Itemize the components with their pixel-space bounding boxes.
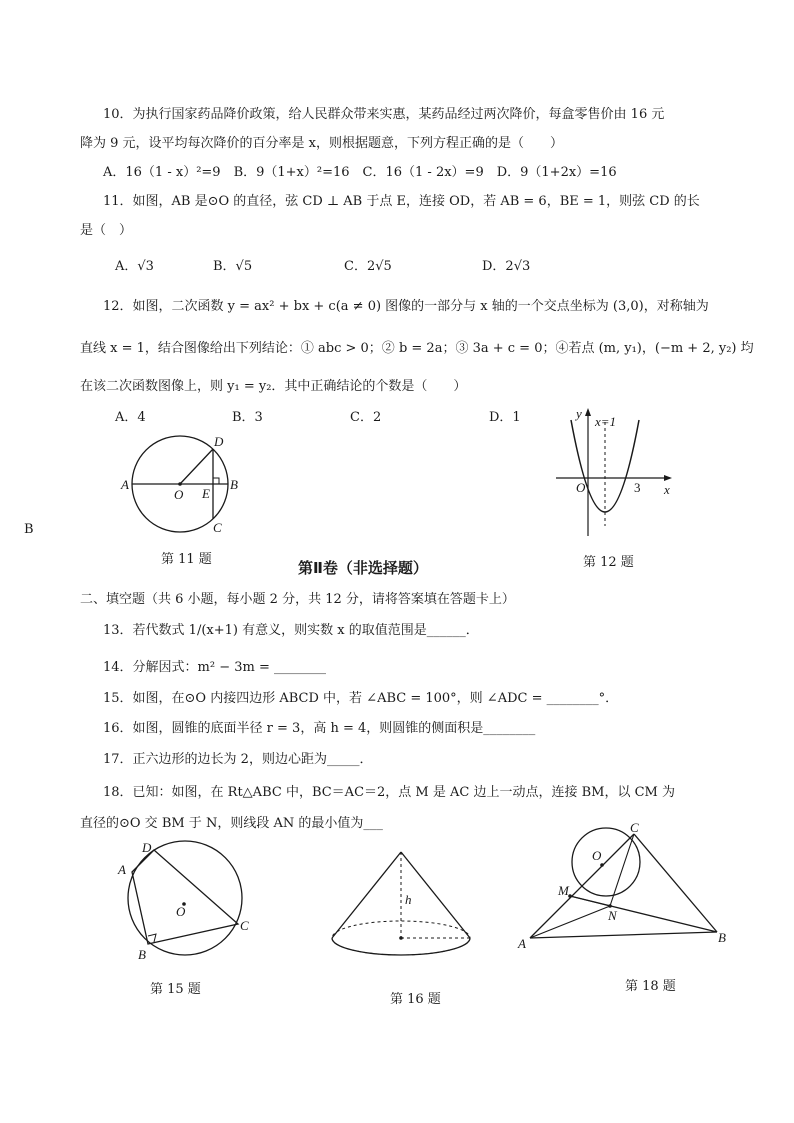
fig11-label-c: C xyxy=(213,520,222,535)
fig11-center-dot xyxy=(178,482,182,486)
fig12-label-y: y xyxy=(576,406,582,421)
q17: 17．正六边形的边长为 2，则边心距为_____． xyxy=(103,752,373,767)
fig18-side-ab xyxy=(530,932,717,938)
fig11-label-d: D xyxy=(214,434,224,449)
fig11-right-angle xyxy=(213,478,219,484)
figure-12 xyxy=(548,404,678,540)
fig11-radius-od xyxy=(180,449,213,484)
fig12-label-axis: x=1 xyxy=(595,414,617,429)
fig16-base-front xyxy=(332,938,470,955)
q12-option-c: C．2 xyxy=(350,410,382,425)
q12-line2: 直线 x = 1，结合图像给出下列结论：① abc > 0；② b = 2a；③ 3a + c = 0；④若点 (m, y₁)，(−m + 2, y₂) 均 xyxy=(80,341,754,356)
q13: 13．若代数式 1/(x+1) 有意义，则实数 x 的取值范围是______． xyxy=(103,623,479,638)
fig16-label-h: h xyxy=(405,892,412,907)
fig18-side-bc xyxy=(634,834,717,932)
fig12-x-arrow xyxy=(664,475,672,481)
fig16-slant-left xyxy=(332,852,401,938)
q11-option-c: C．2√5 xyxy=(344,259,392,274)
q18-line1: 18．已知：如图，在 Rt△ABC 中，BC＝AC＝2，点 M 是 AC 边上一动点，连接 BM，以 CM 为 xyxy=(103,785,675,800)
q14: 14．分解因式：m² − 3m = ________ xyxy=(103,660,326,675)
section-title: 第Ⅱ卷（非选择题） xyxy=(298,559,428,577)
q10-line1: 10．为执行国家药品降价政策，给人民群众带来实惠，某药品经过两次降价，每盒零售价由 16 元 xyxy=(103,107,665,122)
q11-option-b: B．√5 xyxy=(213,259,253,274)
fig16-center-dot xyxy=(399,936,403,940)
q12-option-b: B．3 xyxy=(232,410,263,425)
fig12-y-arrow xyxy=(585,408,591,416)
q15: 15．如图，在⊙O 内接四边形 ABCD 中，若 ∠ABC = 100°，则 ∠ADC = ________°． xyxy=(103,691,619,706)
fig18-caption: 第 18 题 xyxy=(625,979,676,994)
fig18-segment-mn xyxy=(570,896,610,906)
fig15-quadrilateral xyxy=(132,850,238,944)
fig15-angle-mark xyxy=(148,934,156,942)
fig18-segment-an xyxy=(530,906,610,938)
fig15-caption: 第 15 题 xyxy=(150,982,201,997)
q12-option-d: D．1 xyxy=(489,410,521,425)
q16: 16．如图，圆锥的底面半径 r = 3，高 h = 4，则圆锥的侧面积是________ xyxy=(103,721,536,736)
fig11-caption: 第 11 题 xyxy=(161,552,212,567)
fig15-label-o: O xyxy=(176,904,186,919)
fig11-label-e: E xyxy=(202,486,210,501)
q12-line3: 在该二次函数图像上，则 y₁ = y₂．其中正确结论的个数是（ ） xyxy=(80,379,467,394)
stray-mark: B xyxy=(24,522,34,537)
fig16-caption: 第 16 题 xyxy=(390,992,441,1007)
fig15-label-a: A xyxy=(118,862,126,877)
q10-line2: 降为 9 元，设平均每次降价的百分率是 x，则根据题意，下列方程正确的是（ ） xyxy=(80,136,564,151)
fig11-label-o: O xyxy=(174,487,184,502)
fig12-label-o: O xyxy=(576,480,586,495)
fig18-side-ac xyxy=(530,834,634,938)
fig18-label-m: M xyxy=(558,883,569,898)
fig18-label-b: B xyxy=(718,930,726,945)
figure-18 xyxy=(512,822,742,952)
q11-line2: 是（ ） xyxy=(80,223,133,238)
fig12-label-x: x xyxy=(664,482,670,497)
fill-heading: 二、填空题（共 6 小题，每小题 2 分，共 12 分，请将答案填在答题卡上） xyxy=(80,592,515,607)
fig18-label-a: A xyxy=(518,936,526,951)
q18-line2: 直径的⊙O 交 BM 于 N，则线段 AN 的最小值为___ xyxy=(80,816,383,831)
q11-line1: 11．如图，AB 是⊙O 的直径，弦 CD ⊥ AB 于点 E，连接 OD，若 AB = 6，BE = 1，则弦 CD 的长 xyxy=(103,194,700,209)
figure-15 xyxy=(112,836,262,962)
fig18-label-n: N xyxy=(608,908,617,923)
fig15-label-b: B xyxy=(138,947,146,962)
fig18-center-dot xyxy=(600,863,604,867)
figure-11 xyxy=(118,434,248,550)
q12-option-a: A．4 xyxy=(115,410,146,425)
fig12-caption: 第 12 题 xyxy=(583,555,634,570)
q11-option-d: D．2√3 xyxy=(482,259,531,274)
fig15-label-d: D xyxy=(142,840,152,855)
fig18-label-c: C xyxy=(630,822,639,835)
fig15-label-c: C xyxy=(240,918,249,933)
fig18-label-o: O xyxy=(592,848,602,863)
q11-option-a: A．√3 xyxy=(115,259,154,274)
q12-line1: 12．如图，二次函数 y = ax² + bx + c(a ≠ 0) 图像的一部分与 x 轴的一个交点坐标为 (3,0)，对称轴为 xyxy=(103,299,709,314)
fig11-label-a: A xyxy=(121,477,129,492)
fig12-label-3: 3 xyxy=(634,480,641,495)
figure-16 xyxy=(326,846,476,966)
fig18-segment-cn xyxy=(610,834,634,906)
fig11-label-b: B xyxy=(230,477,238,492)
q10-options: A．16（1 - x）²=9 B．9（1+x）²=16 C．16（1 - 2x）=9 D．9（1+2x）=16 xyxy=(103,165,617,180)
